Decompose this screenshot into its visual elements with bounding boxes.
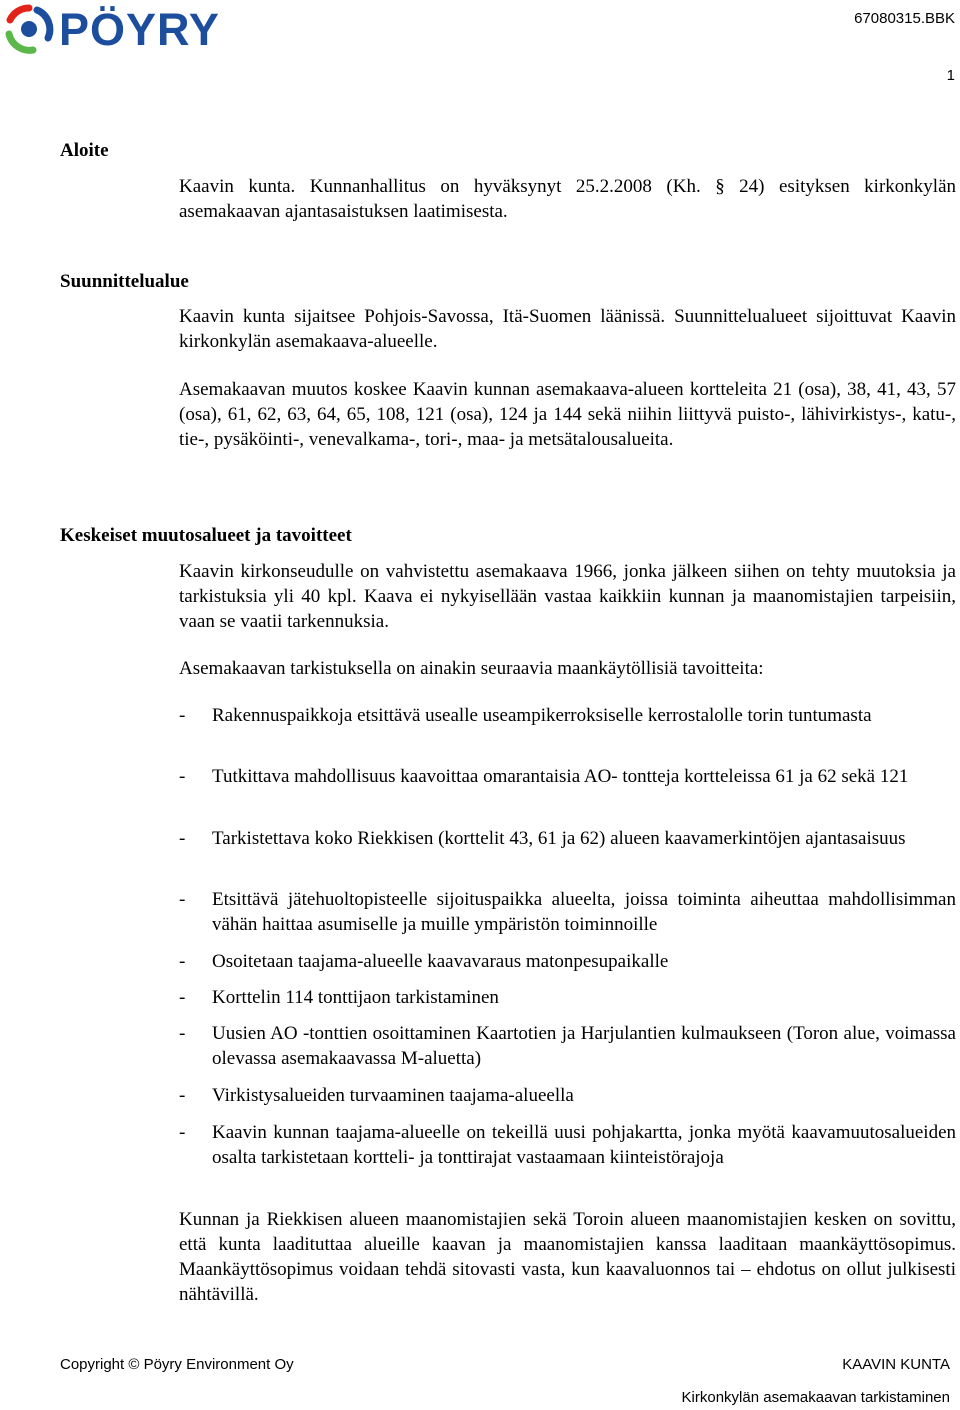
list-item-text: Uusien AO -tonttien osoittaminen Kaartotien ja Harjulantien kulmaukseen (Toron alue, voimassa olevassa asemakaavassa M-aluetta): [212, 1023, 956, 1069]
poyry-logo-icon: [3, 4, 55, 54]
list-dash: -: [179, 889, 186, 910]
list-dash: -: [179, 1122, 186, 1143]
footer-project: Kirkonkylän asemakaavan tarkistaminen: [681, 1389, 950, 1406]
list-item-text: Kaavin kunnan taajama-alueelle on tekeillä uusi pohjakartta, jonka myötä kaavamuutosalueiden osalta tarkistetaan kortteli- ja tonttirajat vastaamaan kiinteistörajoja: [212, 1122, 956, 1168]
list-item-text: Korttelin 114 tonttijaon tarkistaminen: [212, 987, 499, 1008]
list-dash: -: [179, 987, 186, 1008]
list-item: [179, 887, 956, 937]
list-item-text: Etsittävä jätehuoltopisteelle sijoituspaikka alueelta, joissa toiminta aiheuttaa mahdollisimman vähän haittaa asumiselle ja muille ympäristön toiminnoille: [212, 889, 956, 935]
list-item: [179, 1021, 956, 1071]
suunnittelualue-text-1: Kaavin kunta sijaitsee Pohjois-Savossa, Itä-Suomen läänissä. Suunnittelualueet sijoittuvat Kaavin kirkonkylän asemakaava-alueelle.: [179, 306, 956, 352]
list-dash: -: [179, 828, 186, 849]
list-item-text: Osoitetaan taajama-alueelle kaavavaraus matonpesupaikalle: [212, 951, 669, 972]
list-item: [179, 949, 956, 974]
document-code: 67080315.BBK: [854, 10, 955, 27]
keskeiset-text-2: Asemakaavan tarkistuksella on ainakin seuraavia maankäytöllisiä tavoitteita:: [179, 658, 764, 679]
heading-keskeiset: Keskeiset muutosalueet ja tavoitteet: [60, 525, 352, 546]
aloite-text: Kaavin kunta. Kunnanhallitus on hyväksynyt 25.2.2008 (Kh. § 24) esityksen kirkonkylän asemakaavan ajantasaistuksen laatimisesta.: [179, 176, 956, 222]
page-number: 1: [946, 67, 955, 84]
logo-wordmark: PÖYRY: [59, 4, 220, 55]
list-dash: -: [179, 766, 186, 787]
keskeiset-closing-text: Kunnan ja Riekkisen alueen maanomistajien sekä Toroin alueen maanomistajien kesken on sovittu, että kunta laadituttaa alueille kaavan ja maanomistajien kanssa laaditaan maankäyttösopimus. Maankäyttösopimus voidaan tehdä sitovasti vasta, kun kaavaluonnos tai – ehdotus on ollut julkisesti nähtävillä.: [179, 1209, 956, 1305]
list-item: [179, 1120, 956, 1170]
list-dash: -: [179, 1085, 186, 1106]
poyry-logo: [3, 4, 248, 54]
list-item-text: Tutkittava mahdollisuus kaavoittaa omarantaisia AO- tontteja kortteleissa 61 ja 62 sekä 121: [212, 766, 909, 787]
list-dash: -: [179, 1023, 186, 1044]
list-item: [179, 1083, 956, 1108]
footer-copyright: Copyright © Pöyry Environment Oy: [60, 1356, 294, 1373]
list-item-text: Virkistysalueiden turvaaminen taajama-alueella: [212, 1085, 574, 1106]
list-item: [179, 985, 956, 1010]
list-dash: -: [179, 951, 186, 972]
footer-client: KAAVIN KUNTA: [842, 1356, 950, 1373]
list-item: [179, 764, 956, 789]
heading-aloite: Aloite: [60, 140, 109, 161]
heading-suunnittelualue: Suunnittelualue: [60, 271, 189, 292]
list-item-text: Rakennuspaikkoja etsittävä usealle useampikerroksiselle kerrostalolle torin tuntumasta: [212, 705, 872, 726]
list-item: [179, 826, 956, 851]
suunnittelualue-text-2: Asemakaavan muutos koskee Kaavin kunnan asemakaava-alueen kortteleita 21 (osa), 38, 41, 43, 57 (osa), 61, 62, 63, 64, 65, 108, 121 (osa), 124 ja 144 sekä niihin liittyvä puisto-, lähivirkistys-, katu-, tie-, pysäköinti-, venevalkama-, tori-, maa- ja metsätalousalueita.: [179, 379, 956, 450]
list-dash: -: [179, 705, 186, 726]
list-item-text: Tarkistettava koko Riekkisen (korttelit 43, 61 ja 62) alueen kaavamerkintöjen ajantasaisuus: [212, 828, 906, 849]
keskeiset-text-1: Kaavin kirkonseudulle on vahvistettu asemakaava 1966, jonka jälkeen siihen on tehty muutoksia ja tarkistuksia yli 40 kpl. Kaava ei nykyisellään vastaa kaikkiin kunnan ja maanomistajien tarpeisiin, vaan se vaatii tarkennuksia.: [179, 561, 956, 632]
list-item: [179, 703, 956, 728]
